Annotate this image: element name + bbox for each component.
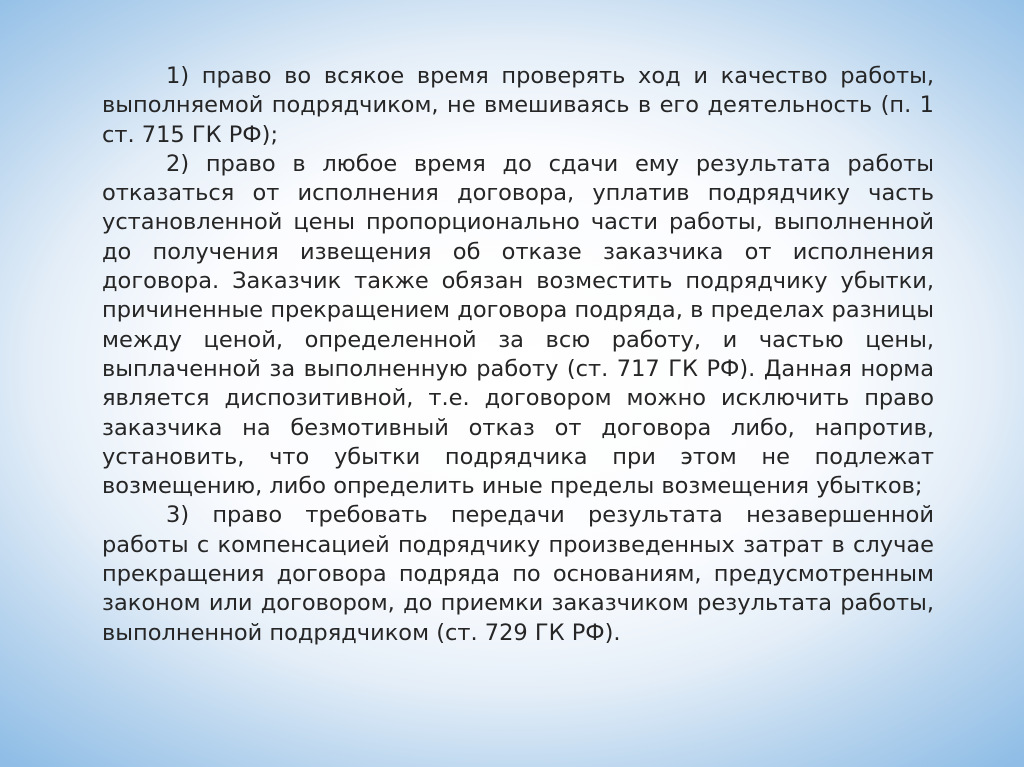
slide-text-block [102,62,934,648]
paragraph-2: 2) право в любое время до сдачи ему результата работы отказаться от исполнения договора, уплатив подрядчику часть установленной цены пропорционально части работы, выполненной до получения извещения об отказе заказчика от исполнения договора. Заказчик также обязан возместить подрядчику убытки, причиненные прекращением договора подряда, в пределах разницы между ценой, определенной за всю работу, и частью цены, выплаченной за выполненную работу (ст. 717 ГК РФ). Данная норма является диспозитивной, т.е. договором можно исключить право заказчика на безмотивный отказ от договора либо, напротив, установить, что убытки подрядчика при этом не подлежат возмещению, либо определить иные пределы возмещения убытков; [102,150,934,500]
paragraph-1: 1) право во всякое время проверять ход и качество работы, выполняемой подрядчиком, не вмешиваясь в его деятельность (п. 1 ст. 715 ГК РФ); [102,63,934,148]
paragraph-3: 3) право требовать передачи результата незавершенной работы с компенсацией подрядчику произведенных затрат в случае прекращения договора подряда по основаниям, предусмотренным законом или договором, до приемки заказчиком результата работы, выполненной подрядчиком (ст. 729 ГК РФ). [102,502,934,646]
